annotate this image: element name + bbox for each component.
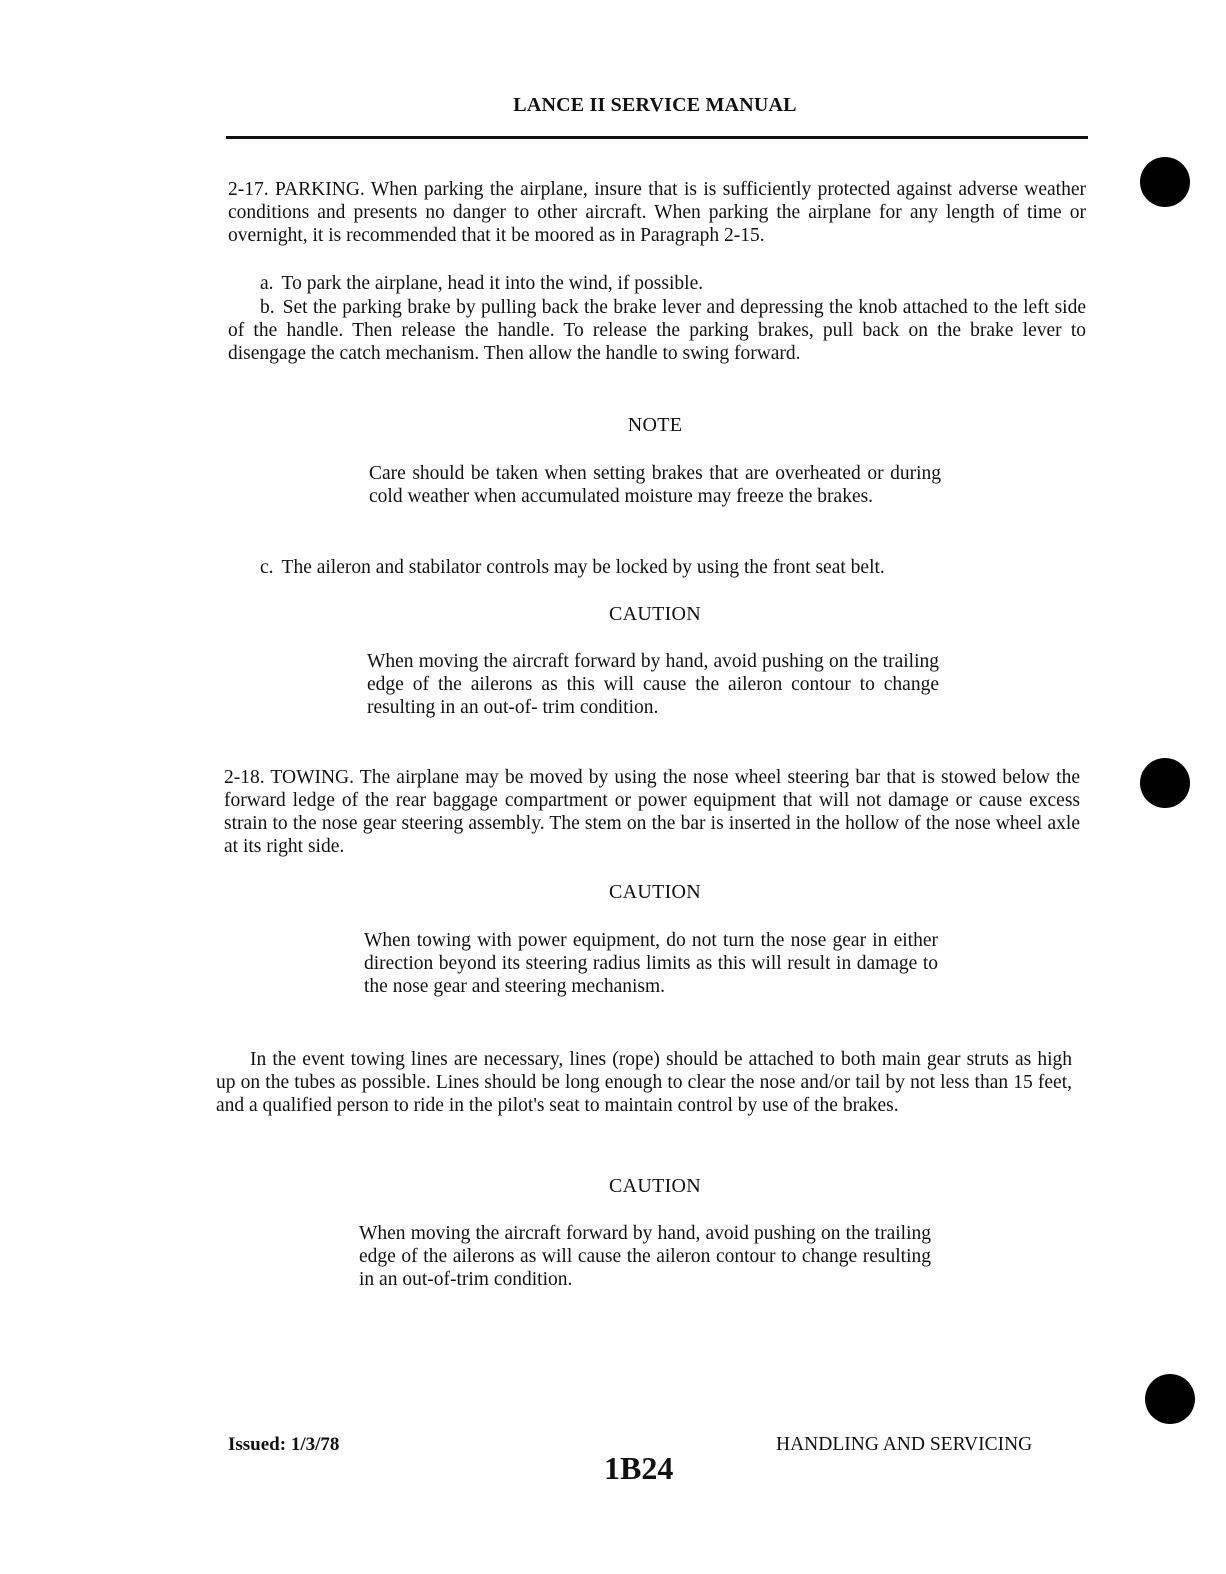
- caution-2-text: When towing with power equipment, do not turn the nose gear in either direction beyond its steering radius limits as this will result in damage to the nose gear and steering mechanism.: [364, 930, 938, 997]
- item-b: [228, 296, 1086, 365]
- paragraph-towing-intro: 2-18. TOWING. The airplane may be moved by using the nose wheel steering bar that is stowed below the forward ledge of the rear baggage compartment or power equipment that will not damage or cause excess strain to the nose gear steering assembly. The stem on the bar is inserted in the hollow of the nose wheel axle at its right side.: [224, 767, 1080, 857]
- caution-1-text: When moving the aircraft forward by hand, avoid pushing on the trailing edge of the ailerons as this will cause the aileron contour to change resulting in an out-of- trim condition.: [367, 651, 939, 718]
- note-heading: NOTE: [627, 414, 683, 436]
- caution-1-heading: CAUTION: [608, 603, 702, 625]
- item-c-text: The aileron and stabilator controls may be locked by using the front seat belt.: [281, 557, 885, 578]
- item-c: [228, 556, 1086, 579]
- paragraph-towing-lines: In the event towing lines are necessary, lines (rope) should be attached to both main gear struts as high up on the tubes as possible. Lines should be long enough to clear the nose and/or tail by not less than 15 feet, and a qualified person to ride in the pilot's seat to maintain control by use of the brakes.: [216, 1049, 1072, 1116]
- paragraph-parking-intro: 2-17. PARKING. When parking the airplane, insure that is is sufficiently protected against adverse weather conditions and presents no danger to other aircraft. When parking the airplane for any length of time or overnight, it is recommended that it be moored as in Paragraph 2-15.: [228, 179, 1086, 246]
- binder-hole-middle: [1140, 758, 1190, 808]
- footer-section-name: HANDLING AND SERVICING: [776, 1434, 1033, 1455]
- footer-issued-date: Issued: 1/3/78: [228, 1434, 340, 1455]
- page-header-title: LANCE II SERVICE MANUAL: [513, 94, 797, 116]
- item-a-label: a.: [260, 273, 274, 294]
- item-b-label: b.: [260, 297, 275, 318]
- note-text: Care should be taken when setting brakes that are overheated or during cold weather when accumulated moisture may freeze the brakes.: [369, 463, 941, 507]
- item-c-label: c.: [260, 557, 274, 578]
- binder-hole-bottom: [1145, 1374, 1195, 1424]
- towing-lines-paragraph: [216, 1048, 1072, 1117]
- caution-3-heading: CAUTION: [608, 1175, 702, 1197]
- item-a: [228, 272, 1086, 295]
- section-2-18-intro: [224, 766, 1080, 858]
- item-b-text: Set the parking brake by pulling back the brake lever and depressing the knob attached to the left side of the handle. Then release the handle. To release the parking brakes, pull back on the brake lever to disengage the catch mechanism. Then allow the handle to swing forward.: [228, 297, 1086, 364]
- binder-hole-top: [1140, 157, 1190, 207]
- item-a-text: To park the airplane, head it into the wind, if possible.: [281, 273, 704, 294]
- caution-3-text: When moving the aircraft forward by hand, avoid pushing on the trailing edge of the ailerons as will cause the aileron contour to change resulting in an out-of-trim condition.: [359, 1223, 931, 1290]
- header-divider: [226, 136, 1088, 139]
- section-2-17-intro: [228, 178, 1086, 247]
- caution-2-heading: CAUTION: [608, 881, 702, 903]
- footer-page-code: 1B24: [604, 1450, 674, 1486]
